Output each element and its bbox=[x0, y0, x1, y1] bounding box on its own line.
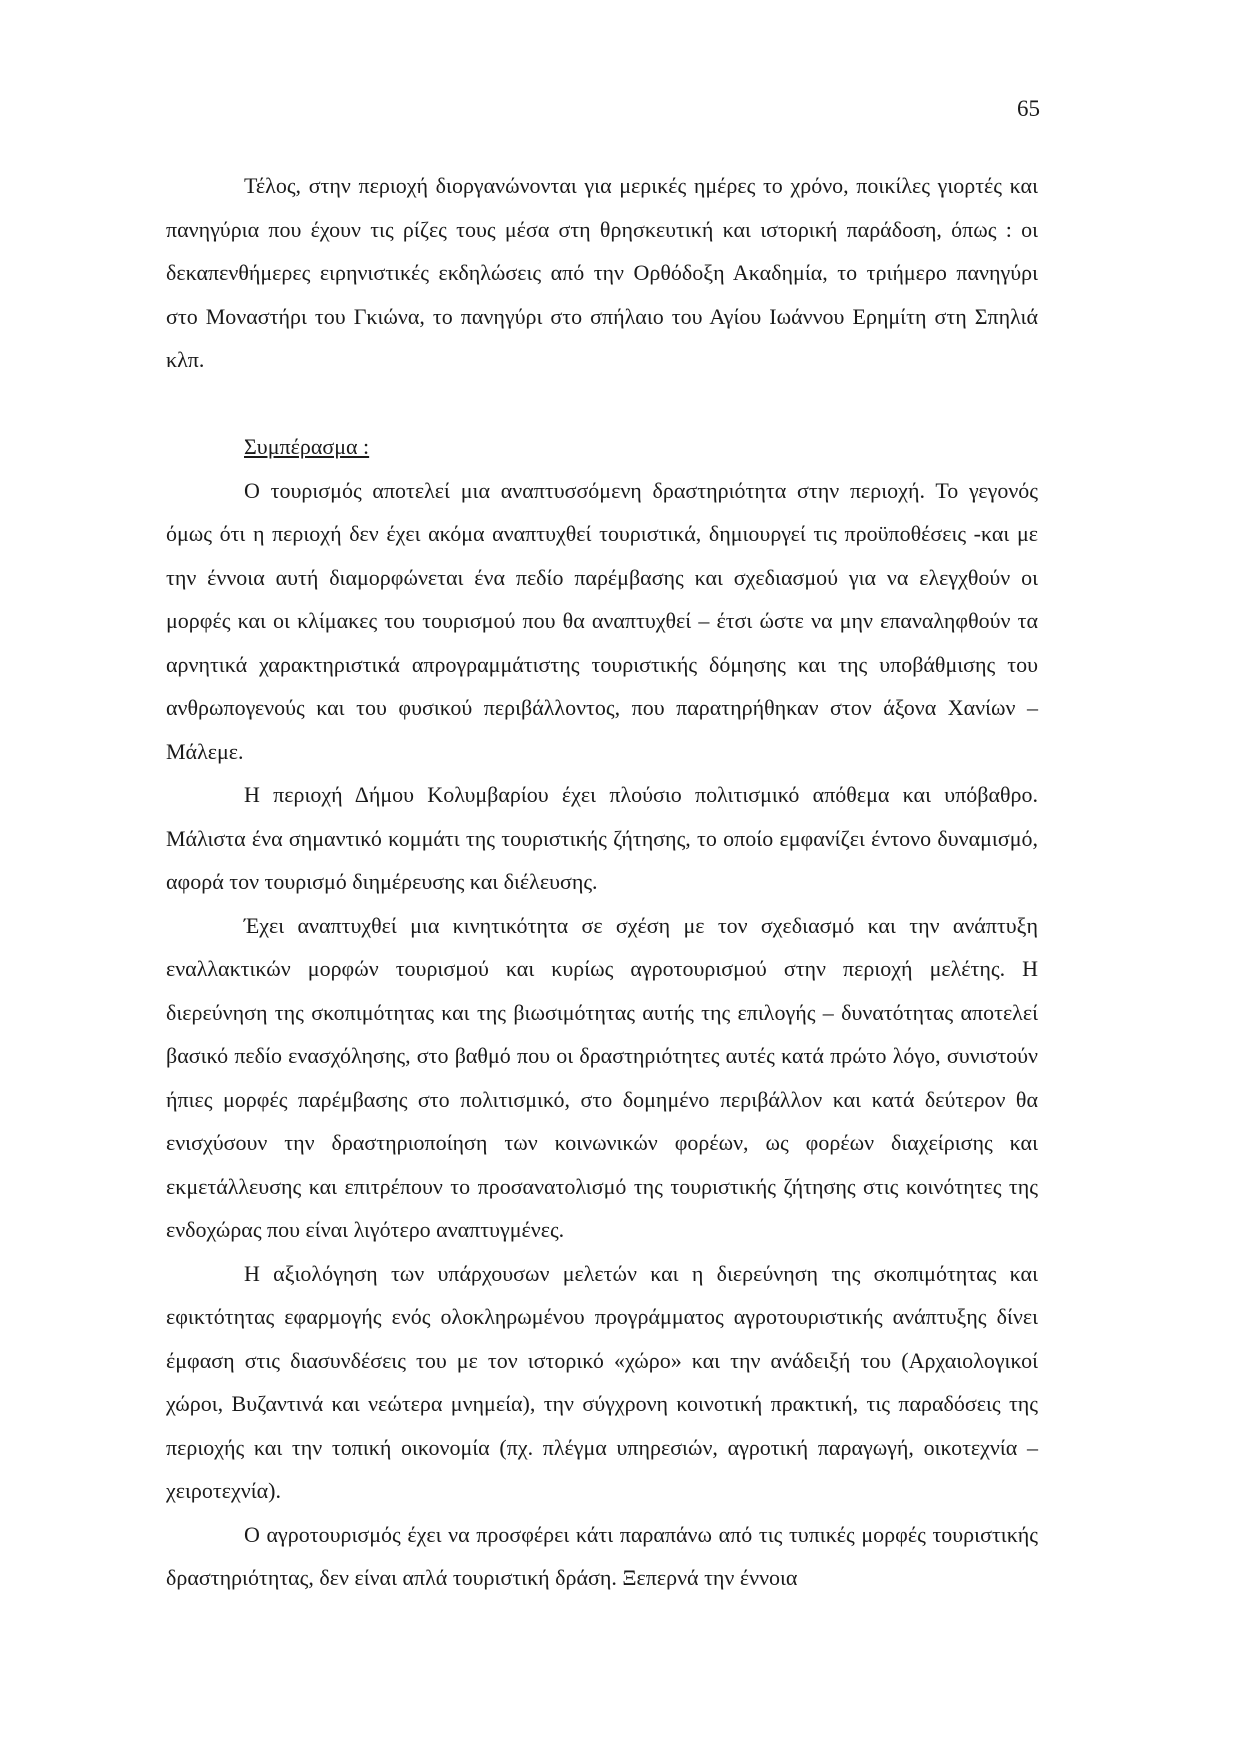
paragraph-festivals: Τέλος, στην περιοχή διοργανώνονται για μερικές ημέρες το χρόνο, ποικίλες γιορτές και πανηγύρια που έχουν τις ρίζες τους μέσα στη θρησκευτική και ιστορική παράδοση, όπως : οι δεκαπενθήμερες ειρηνιστικές εκδηλώσεις από την Ορθόδοξη Ακαδημία, το τριήμερο πανηγύρι στο Μοναστήρι του Γκιώνα, το πανηγύρι στο σπήλαιο του Αγίου Ιωάννου Ερημίτη στη Σπηλιά κλπ. bbox=[166, 173, 1038, 372]
page-body bbox=[166, 164, 1038, 1600]
paragraph-conclusion-3: Έχει αναπτυχθεί μια κινητικότητα σε σχέση με τον σχεδιασμό και την ανάπτυξη εναλλακτικών μορφών τουρισμού και κυρίως αγροτουρισμού στην περιοχή μελέτης. Η διερεύνηση της σκοπιμότητας και της βιωσιμότητας αυτής της επιλογής – δυνατότητας αποτελεί βασικό πεδίο ενασχόλησης, στο βαθμό που οι δραστηριότητες αυτές κατά πρώτο λόγο, συνιστούν ήπιες μορφές παρέμβασης στο πολιτισμικό, στο δομημένο περιβάλλον και κατά δεύτερον θα ενισχύσουν την δραστηριοποίηση των κοινωνικών φορέων, ως φορέων διαχείρισης και εκμετάλλευσης και επιτρέπουν το προσανατολισμό της τουριστικής ζήτησης στις κοινότητες της ενδοχώρας που είναι λιγότερο αναπτυγμένες. bbox=[166, 912, 1038, 1242]
paragraph-conclusion-5: Ο αγροτουρισμός έχει να προσφέρει κάτι παραπάνω από τις τυπικές μορφές τουριστικής δραστηριότητας, δεν είναι απλά τουριστική δράση. Ξεπερνά την έννοια bbox=[166, 1521, 1038, 1590]
paragraph-conclusion-2: Η περιοχή Δήμου Κολυμβαρίου έχει πλούσιο πολιτισμικό απόθεμα και υπόβαθρο. Μάλιστα ένα σημαντικό κομμάτι της τουριστικής ζήτησης, το οποίο εμφανίζει έντονο δυναμισμό, αφορά τον τουρισμό διημέρευσης και διέλευσης. bbox=[166, 782, 1038, 894]
paragraph-conclusion-4: Η αξιολόγηση των υπάρχουσων μελετών και η διερεύνηση της σκοπιμότητας και εφικτότητας εφαρμογής ενός ολοκληρωμένου προγράμματος αγροτουριστικής ανάπτυξης δίνει έμφαση στις διασυνδέσεις του με τον ιστορικό «χώρο» και την ανάδειξή του (Αρχαιολογικοί χώροι, Βυζαντινά και νεώτερα μνημεία), την σύγχρονη κοινοτική πρακτική, τις παραδόσεις της περιοχής και την τοπική οικονομία (πχ. πλέγμα υπηρεσιών, αγροτική παραγωγή, οικοτεχνία – χειροτεχνία). bbox=[166, 1260, 1038, 1503]
paragraph-conclusion-1: Ο τουρισμός αποτελεί μια αναπτυσσόμενη δραστηριότητα στην περιοχή. Το γεγονός όμως ότι η περιοχή δεν έχει ακόμα αναπτυχθεί τουριστικά, δημιουργεί τις προϋποθέσεις -και με την έννοια αυτή διαμορφώνεται ένα πεδίο παρέμβασης και σχεδιασμού για να ελεγχθούν οι μορφές και οι κλίμακες του τουρισμού που θα αναπτυχθεί – έτσι ώστε να μην επαναληφθούν τα αρνητικά χαρακτηριστικά απρογραμμάτιστης τουριστικής δόμησης και της υποβάθμισης του ανθρωπογενούς και του φυσικού περιβάλλοντος, που παρατηρήθηκαν στον άξονα Χανίων – Μάλεμε. bbox=[166, 477, 1038, 764]
page-number: 65 bbox=[1017, 96, 1040, 121]
section-heading-conclusion: Συμπέρασμα : bbox=[244, 434, 370, 459]
